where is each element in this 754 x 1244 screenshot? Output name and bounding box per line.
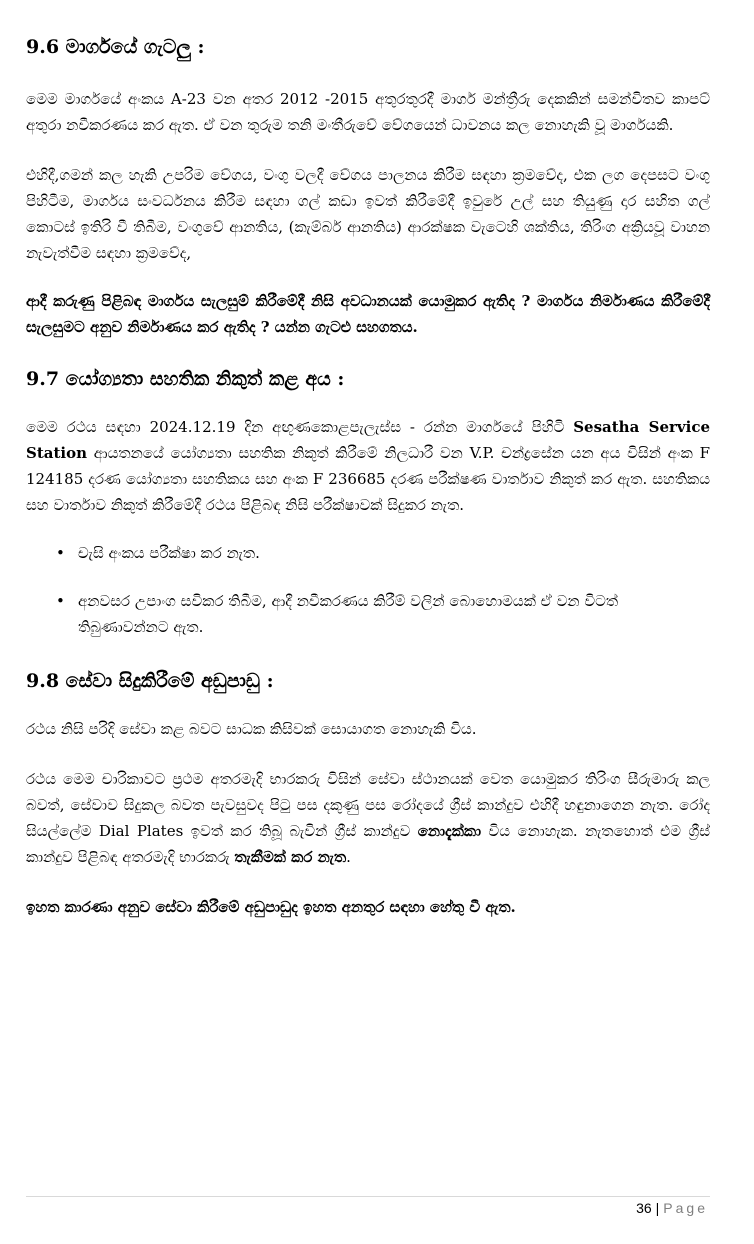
service-text-end: . — [346, 848, 351, 866]
emphasis-not-considered: තැකීමක් කර නැත — [234, 848, 347, 866]
certificate-text-end: ආයතනයේ යෝග්‍යතා සහතික නිකුත් කිරීමේ නිලධාරී වන V.P. චන්ද්‍රසේන යන අය විසින් අංක F 124185 දරණ යෝග්‍යතා සහතිකය සහ අංක F 236685 දරණ පරීක්ෂණ වාර්තාව නිකුත් කර ඇත. සහතිකය සහ වාර්තාව නිකුත් කිරීමේදී රථය පිළිබඳ නිසි පරීක්ෂාවක් සිදුකර නැත. — [26, 444, 710, 514]
section-heading-9-6: 9.6 මාර්ගයේ ගැටලු : — [26, 36, 205, 58]
page-label: Page — [663, 1200, 708, 1216]
bullet-icon: • — [56, 544, 65, 562]
paragraph-service-details — [26, 766, 710, 870]
paragraph-road-number: මෙම මාර්ගයේ අංකය A-23 වන අතර 2012 -2015 අතුරතුරදී මාර්ග මන්ත්‍රීරු දෙකකින් සමන්විතව කාපට් අතුරා නවීකරණය කර ඇත. ඒ වන තුරුම තනි මංතීරුවේ වේගයෙන් ධාවනය කල නොහැකි වූ මාර්ගයකි. — [26, 90, 710, 134]
bullet-icon: • — [56, 592, 65, 610]
paragraph-conclusion: ඉහත කාරණා අනුව සේවා කිරීමේ අඩුපාඩුද ඉහත අනතුර සඳහා හේතු වී ඇත. — [26, 898, 516, 916]
paragraph-certificate — [26, 414, 710, 518]
service-station-name: Sesatha Service Station — [26, 418, 711, 462]
section-heading-9-7: 9.7 යෝග්‍යතා සහතික නිකුත් කළ අය : — [26, 368, 345, 390]
page-footer — [636, 1200, 708, 1216]
footer-separator: | — [655, 1200, 660, 1216]
service-text-middle: විය නොහැක. නැතහොත් එම ග්‍රීස් කාන්දුව පිළිබඳ අතරමැදි භාරකරු — [26, 822, 711, 866]
paragraph-design-question: ආදී කරුණු පිළිබඳ මාර්ගය සැලසුම් කිරීමේදී නිසි අවධානයක් යොමුකර ඇතිද ? මාර්ගය නිර්මාණය කිරීමේදී සැලසුමට අනුව නිර්මාණය කර ඇතිද ? යන්න ගැටළු සහගතය. — [26, 292, 710, 336]
list-item — [26, 540, 710, 566]
list-item-text: චැසි අංකය පරීක්ෂා කර නැත. — [78, 544, 260, 562]
list-item-text: අනවසර උපාංග සවිකර තිබීම, ආදී නවීකරණය කිරීම් වලින් බොහොමයක් ඒ වන විටත් තිබුණාවන්නට ඇත. — [78, 592, 619, 636]
service-text-start: රථය මෙම චාරිකාවට ප්‍රථම අතරමැදි භාරකරු විසින් සේවා ස්ථානයක් වෙත යොමුකර තිරිංග සීරුමාරු කල බවත්, සේවාව සිදුකල බවත පැවසුවද පිටු පස දකුණු පස රෝදයේ ග්‍රීස් කාන්දුව එහිදී හඳුනාගෙන නැත. රෝද සියල්ලේම Dial Plates ඉවත් කර තිබූ බැවින් ග්‍රීස් කාන්දුව — [26, 770, 710, 840]
footer-divider — [26, 1196, 710, 1197]
section-heading-9-8: 9.8 සේවා සිදුකිරීමේ අඩුපාඩු : — [26, 670, 274, 692]
emphasis-not-seen: නොදැක්කා — [417, 822, 482, 840]
document-page — [26, 30, 710, 920]
paragraph-road-factors: එහිදී,ගමන් කල හැකි උපරිම වේගය, වංගු වලදී වේගය පාලනය කිරීම සඳහා ක්‍රමවේද, එක ලග දෙපසට වංගු පිහිටීම, මාර්ගය සංවර්ධනය කිරීම සඳහා ගල් කඩා ඉවත් කිරීමේදී ඉවුරේ උල් සහ තියුණු දාර සහිත ගල් කොටස් ඉතිරි වී තිබීම, වංගුවේ ආනතිය, (කැම්බර් ආනතිය) ආරක්ෂක වැටෙහි ශක්තිය, තිරිංග අක්‍රියවූ වාහන නැවැත්වීම සඳහා ක්‍රමවේද, — [26, 166, 710, 262]
bullet-list — [26, 540, 710, 640]
list-item — [26, 588, 710, 640]
paragraph-no-service-evidence: රථය නිසි පරිදි සේවා කළ බවට සාධක කිසිවක් සොයාගත නොහැකි විය. — [26, 720, 477, 738]
certificate-text-start: මෙම රථය සඳහා 2024.12.19 දින අඟුණකොළපැලැස්ස - රන්න මාර්ගයේ පිහිටි — [26, 418, 574, 436]
page-number: 36 — [636, 1200, 652, 1216]
